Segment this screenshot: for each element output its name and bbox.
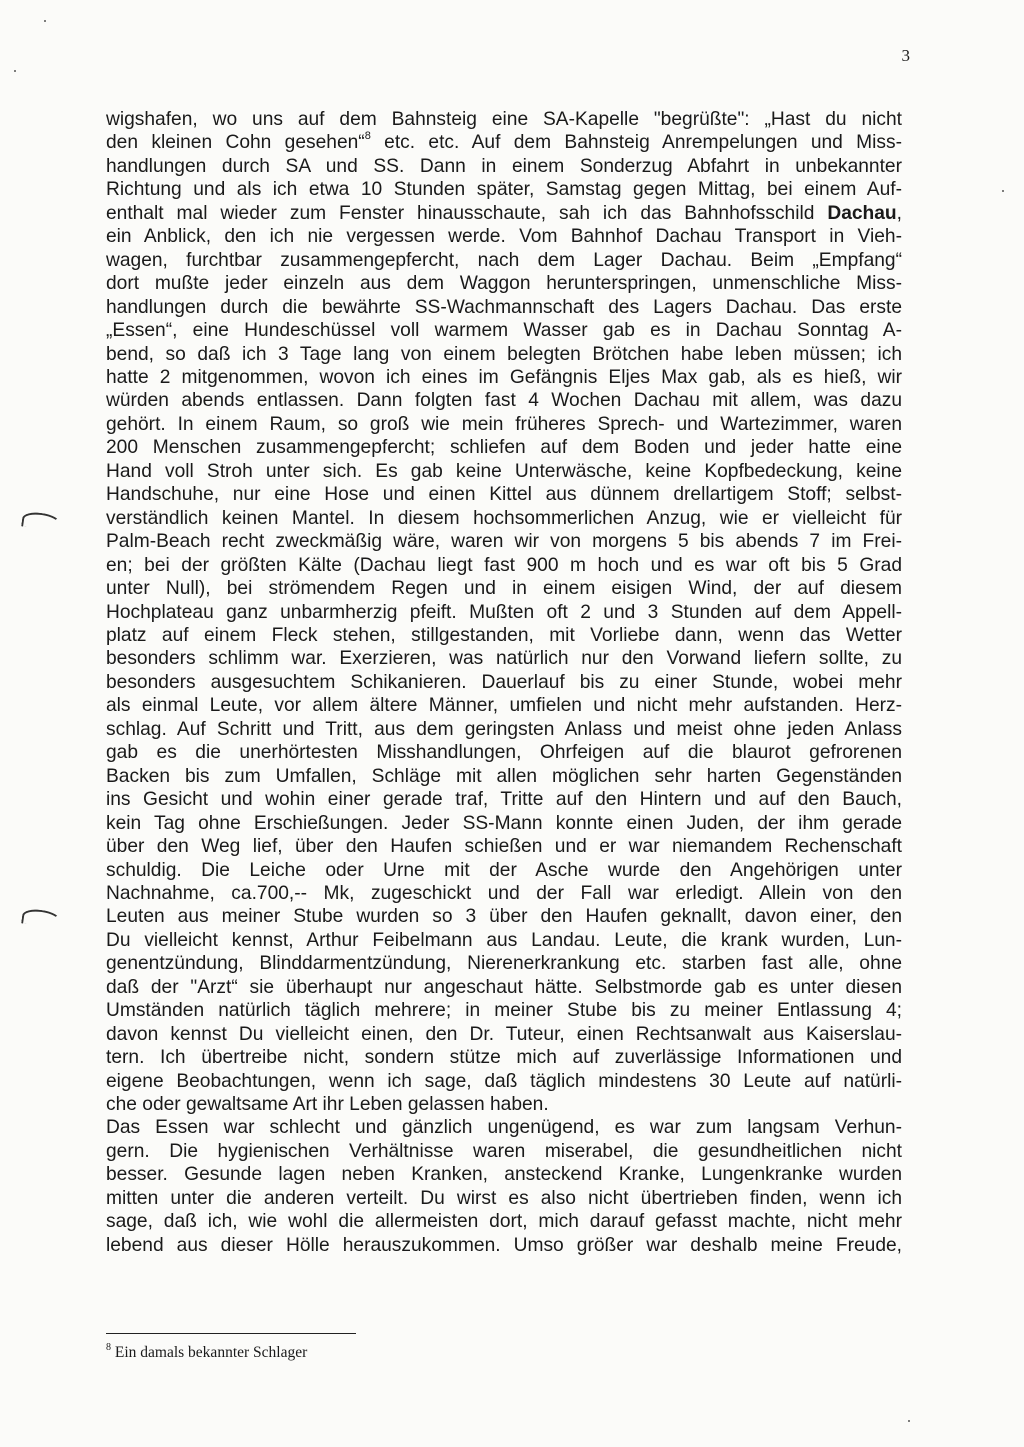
text-line [106,1210,902,1233]
text-line [106,202,902,225]
text-run: besser. Gesunde lagen neben Kranken, ansteckend Kranke, Lungenkranke wurden [106,1164,902,1186]
text-run: kein Tag ohne Erschießungen. Jeder SS-Mann konnte einen Juden, der ihm gerade [106,812,902,834]
text-line [106,530,902,553]
text-run: dort mußte jeder einzeln aus dem Waggon herunterspringen, unmenschliche Miss- [106,273,902,295]
text-run: Du vielleicht kennst, Arthur Feibelmann aus Landau. Leute, die krank wurden, Lun- [106,929,902,951]
text-line [106,343,902,366]
text-run: Nachnahme, ca.700,-- Mk, zugeschickt und der Fall war erledigt. Allein von den [106,882,902,904]
text-run: Umständen natürlich täglich mehrere; in meiner Stube bis zu meiner Entlassung 4; [106,1000,902,1022]
text-line [106,131,902,154]
text-run: handlungen durch SA und SS. Dann in einem Sonderzug Abfahrt in unbekannter [106,155,902,177]
text-run: en; bei der größten Kälte (Dachau liegt fast 900 m hoch und es war oft bis 5 Grad [106,554,902,576]
text-run: sage, daß ich, wie wohl die allermeisten dort, mich darauf gefasst machte, nicht mehr [106,1211,902,1233]
text-line [106,436,902,459]
text-run: über den Weg lief, über den Haufen schießen und er war niemandem Rechenschaft [106,836,902,858]
page-number: 3 [901,46,910,65]
text-run: würden abends entlassen. Dann folgten fast 4 Wochen Dachau mit allem, was dazu [106,390,902,412]
text-line [106,296,902,319]
text-run: Hochplateau ganz unbarmherzig pfeift. Mußten oft 2 und 3 Stunden auf dem Appell- [106,601,902,623]
text-line [106,976,902,999]
text-run: Palm-Beach recht zweckmäßig wäre, waren wir von morgens 5 bis abends 7 im Frei- [106,531,902,553]
text-line [106,1023,902,1046]
margin-mark-arc [21,907,61,928]
body-text [106,108,902,1257]
footnote-text: Ein damals bekannter Schlager [114,1344,308,1361]
text-run: bend, so daß ich 3 Tage lang von einem belegten Brötchen habe leben müssen; ich [106,343,902,365]
footnote-rule [106,1333,356,1334]
scan-speck [908,1420,910,1422]
text-run: ins Gesicht und wohin einer gerade traf, Tritte auf den Hintern und auf den Bauch, [106,789,902,811]
text-run: platz auf einem Fleck stehen, stillgestanden, mit Vorliebe dann, wenn das Wetter [106,624,902,646]
text-run: besonders ausgesuchtem Schikanieren. Dauerlauf bis zu einer Stunde, wobei mehr [106,671,902,693]
text-line [106,952,902,975]
text-line [106,601,902,624]
text-run: Leuten aus meiner Stube wurden so 3 über den Haufen geknallt, davon einer, den [106,906,902,928]
text-run: Handschuhe, nur eine Hose und einen Kittel aus dünnem drellartigem Stoff; selbst- [106,484,902,506]
text-line [106,319,902,342]
text-run: schuldig. Die Leiche oder Urne mit der Asche wurde den Angehörigen unter [106,859,902,881]
text-run: unter Null), bei strömendem Regen und in einem eisigen Wind, der auf diesem [106,578,902,600]
text-run: den kleinen Cohn gesehen“ [106,132,365,154]
text-run: lebend aus dieser Hölle herauszukommen. Umso größer war deshalb meine Freude, [106,1234,902,1256]
text-run: , [896,202,902,224]
text-run: hatte 2 mitgenommen, wovon ich eines im Gefängnis Eljes Max gab, als es hieß, wir [106,366,902,388]
text-line [106,413,902,436]
scan-speck [44,20,46,22]
text-line [106,1140,902,1163]
text-run: wagen, furchtbar zusammengepfercht, nach dem Lager Dachau. Beim „Empfang“ [106,249,902,271]
text-run: che oder gewaltsame Art ihr Leben gelassen haben. [106,1094,549,1116]
text-line [106,1116,902,1139]
text-line [106,905,902,928]
text-run: mitten unter die anderen verteilt. Du wirst es also nicht übertrieben finden, wenn ich [106,1187,902,1209]
text-run: davon kennst Du vielleicht einen, den Dr. Tuteur, einen Rechtsanwalt aus Kaiserslau- [106,1023,902,1045]
text-run: Backen bis zum Umfallen, Schläge mit allen möglichen sehr harten Gegenständen [106,765,902,787]
footnote-ref: 8 [364,130,371,143]
text-line [106,624,902,647]
text-run: etc. etc. Auf dem Bahnsteig Anrempelungen und Miss- [370,132,902,154]
text-run: eigene Beobachtungen, wenn ich sage, daß täglich mindestens 30 Leute auf natürli- [106,1070,902,1092]
text-line [106,812,902,835]
text-line [106,178,902,201]
text-line [106,1234,902,1257]
text-line [106,577,902,600]
footnote [106,1341,308,1362]
text-run: ein Anblick, den ich nie vergessen werde. Vom Bahnhof Dachau Transport in Vieh- [106,226,902,248]
text-run: daß der "Arzt“ sie überhaupt nur angeschaut hätte. Selbstmorde gab es unter diesen [106,976,902,998]
text-line [106,694,902,717]
text-line [106,765,902,788]
text-line [106,249,902,272]
text-line [106,835,902,858]
text-line [106,272,902,295]
text-run: als einmal Leute, vor allem ältere Männer, umfielen und nicht mehr aufstanden. Herz- [106,695,902,717]
text-line [106,225,902,248]
text-line [106,882,902,905]
text-run: Das Essen war schlecht und gänzlich ungenügend, es war zum langsam Verhun- [106,1117,902,1139]
text-run: gab es die unerhörtesten Misshandlungen, Ohrfeigen auf die blaurot gefrorenen [106,742,902,764]
text-line [106,1187,902,1210]
text-run: 200 Menschen zusammengepfercht; schliefen auf dem Boden und jeder hatte eine [106,437,902,459]
text-line [106,671,902,694]
text-run: tern. Ich übertreibe nicht, sondern stütze mich auf zuverlässige Informationen und [106,1047,902,1069]
text-line [106,859,902,882]
text-line [106,366,902,389]
text-line [106,108,902,131]
text-line [106,554,902,577]
text-line [106,507,902,530]
text-line [106,999,902,1022]
text-line [106,647,902,670]
text-line [106,1046,902,1069]
text-run: Richtung und als ich etwa 10 Stunden später, Samstag gegen Mittag, bei einem Auf- [106,179,902,201]
text-run: „Essen“, eine Hundeschüssel voll warmem Wasser gab es in Dachau Sonntag A- [106,320,902,342]
text-line [106,788,902,811]
text-run: gehört. In einem Raum, so groß wie mein früheres Sprech- und Wartezimmer, waren [106,413,902,435]
text-line [106,741,902,764]
text-run: enthalt mal wieder zum Fenster hinausschaute, sah ich das Bahnhofsschild [106,202,828,224]
text-line [106,1163,902,1186]
scan-speck [14,70,16,72]
text-run: genentzündung, Blinddarmentzündung, Nierenerkrankung etc. starben fast alle, ohne [106,953,902,975]
text-line [106,1070,902,1093]
text-run: gern. Die hygienischen Verhältnisse waren miserabel, die gesundheitlichen nicht [106,1140,902,1162]
text-run: schlag. Auf Schritt und Tritt, aus dem geringsten Anlass und meist ohne jeden Anlass [106,718,902,740]
text-line [106,483,902,506]
bold-text: Dachau [827,202,897,224]
text-run: wigshafen, wo uns auf dem Bahnsteig eine SA-Kapelle "begrüßte": „Hast du nicht [106,109,902,130]
scan-speck [1002,190,1004,192]
text-line [106,155,902,178]
text-run: verständlich keinen Mantel. In diesem hochsommerlichen Anzug, wie er vielleicht für [106,507,902,529]
text-run: Hand voll Stroh unter sich. Es gab keine Unterwäsche, keine Kopfbedeckung, keine [106,460,902,482]
text-line [106,929,902,952]
margin-mark-arc [21,510,61,531]
text-line [106,718,902,741]
footnote-number: 8 [106,1341,111,1353]
text-line [106,1093,902,1116]
text-line [106,389,902,412]
text-line [106,460,902,483]
text-run: handlungen durch die bewährte SS-Wachmannschaft des Lagers Dachau. Das erste [106,296,902,318]
text-run: besonders schlimm war. Exerzieren, was natürlich nur den Vorwand liefern sollte, zu [106,648,902,670]
